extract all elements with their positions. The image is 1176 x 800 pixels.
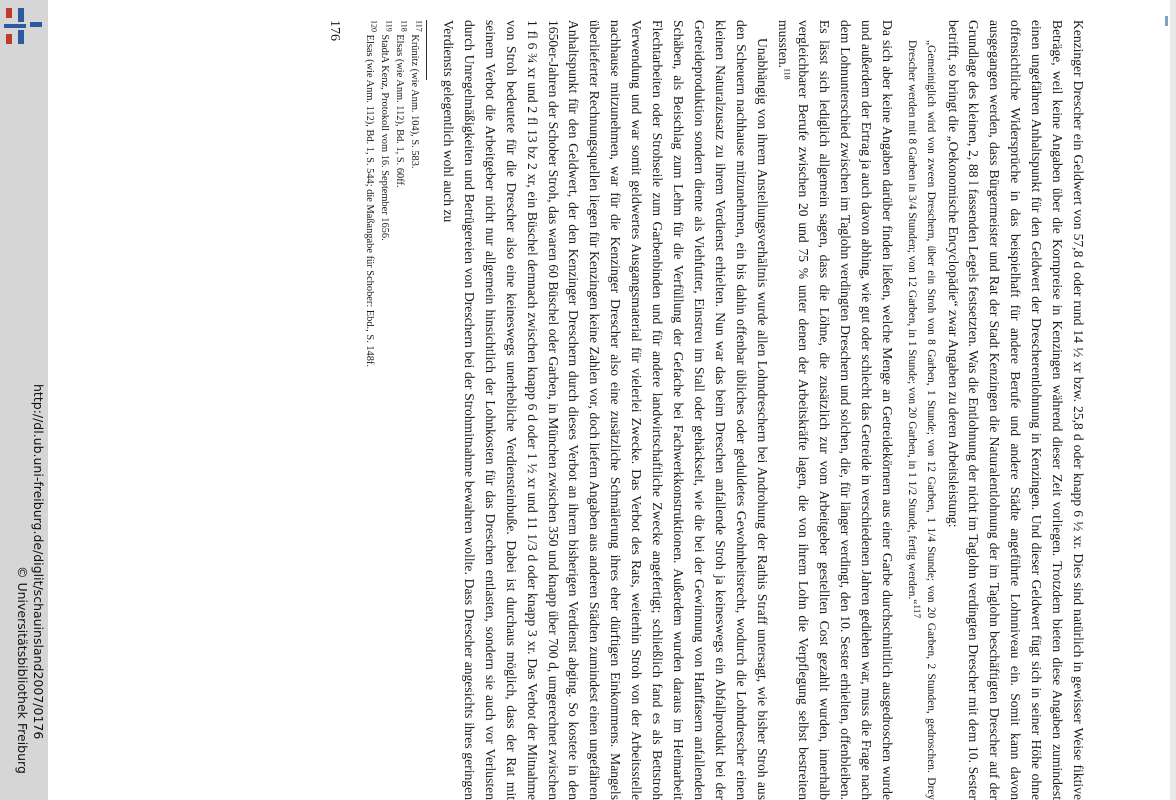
footnote-119 [377,20,392,800]
body-paragraph-2 [772,20,897,800]
right-edge-strip [1170,0,1176,800]
footnote-ref-118: 118 [782,67,792,80]
sidebar [0,0,48,800]
body-paragraph-3: Unabhängig von ihrem Anstellungsverhältnis wurde allen Lohndreschern bei Androhung der Rathis Straff untersagt, wie bisher Stroh aus den Scheuern nachhause mitzunehmen, ein bis dahin offenbar übliches oder geduldetes Gewohnheitsrecht, wodurch die Lohndrescher einen kleinen Naturalzusatz zu ihrem Verdienst erhielten. Nun war das beim Dreschen anfallende Stroh ja keineswegs ein Abfallprodukt bei der Getreideproduktion sondern diente als Viehfutter, Einstreu im Stall oder gehäckselt, wie die bei der Gewinnung von Hanffasern anfallenden Schäben, als Beischlag zum Lehm für die Verfüllung der Gefache bei Fachwerkkonstruktionen. Außerdem wurden daraus im Heimarbeit Flechtarbeiten oder Strohseile zum Garbenbinden und für andere landwirtschaftliche Zwecke angefertigt; schließlich fand es als Bettstroh Verwendung und war somit geldwertes Ausgangsmaterial für vielerlei Zwecke. Das Verbot des Rats, weiterhin Stroh von der Arbeitsstelle nachhause mitzunehmen, war für die Kenzinger Drescher also eine zusätzliche Schmälerung ihres eher dürftigen Einkommens. Mangels überlieferter Rechnungsquellen liegen für Kenzingen keine Zahlen vor, doch liefern Angaben aus anderen Städten zumindest einen ungefähren Anhaltspunkt für den Geldwert, der den Kenzinger Dreschern durch dieses Verbot an ihrem bisherigen Verdienst abging. So kostete in den 1650er-Jahren der Schober Stroh, das waren 60 Büschel oder Garben, in München zwischen 350 und knapp über 700 d, umgerechnet zwischen 1 fl 6 ¾ xr und 2 fl 13 bz 2 xr, ein Büschel demnach zwischen knapp 6 d oder 1 ½ xr und 11 1/3 d oder knapp 3 xr. Das Verbot der Mitnahme von Stroh bedeutete für die Drescher also eine keineswegs unerhebliche Verdiensteinbuße. Dabei ist durchaus möglich, dass der Rat mit seinem Verbot die Arbeitgeber nicht nur allgemein hinsichtlich der Lohnkosten für das Dreschen entlasten, sondern sie auch vor Verlusten durch Unregelmäßigkeiten und Betrügereien von Dreschern bei der Strohmitnahme bewahren wollte. Dass Drescher angesichts ihres geringen Verdiensts gelegentlich wohl auch zu [441,20,770,800]
footnote-118 [392,20,407,800]
footnotes [362,20,422,800]
copyright-notice: © Universitätsbibliothek Freiburg [15,566,30,774]
paragraph-2-text: Da sich aber keine Angaben darüber finden ließen, welche Menge an Getreidekörnern aus einer Garbe durchschnittlich ausgedroschen wurde und außerdem der Ertrag ja auch davon abhing, wie gut oder schlecht das Getreide in verschiedenen Jahren gediehen war, muss die Frage nach dem Lohnunterschied zwischen im Taglohn verdingten Dreschern und solchen, die, für länger verdingt, den 10. Sester erhielten, offenbleiben. Es lässt sich lediglich allgemein sagen, dass die Löhne, die zusätzlich zur vom Arbeitgeber gestellten Cost gezahlt wurden, innerhalb vergleichbarer Berufe zwischen 20 und 75 % unter denen der Arbeitskräfte lagen, die von ihrem Lohn die Verpflegung selbst bestreiten mussten. [775,20,896,800]
footnote-number: 118 [399,20,409,32]
page-number: 176 [327,20,343,41]
footnote-text: Elsas (wie Anm. 112), Bd. 1, S. 60ff. [394,34,406,188]
footnote-number: 119 [384,20,394,32]
document-url[interactable]: http://dl.ub.uni-freiburg.de/diglit/schauinsland2007/0176 [31,384,46,740]
footnote-text: Elsas (wie Anm. 112), Bd. 1, S. 544; die Maßangabe für Schober: Ebd., S. 148f. [364,34,376,367]
footnote-number: 120 [369,20,379,32]
footnote-divider [426,20,427,80]
footnote-text: Krünitz (wie Anm. 104), S. 583. [409,34,421,169]
rotated-page-content [78,20,1088,800]
quote-text: „Gemeiniglich wird von zween Dreschern, über ein Stroh von 8 Garben, 1 Stunde; von 12 Garben, 1 1/4 Stunde; von 20 Garben, 2 Stunden, gedroschen. Drey Drescher werden mit 8 Garben in 3/4 Stunden; von 12 Garben, in 1 Stunde; von 20 Garben, in 1 1/2 Stunde, fertig werden.“ [906,40,937,800]
text-column [326,20,1088,800]
footnote-ref-117: 117 [911,604,922,619]
footnote-117 [407,20,422,800]
footnote-number: 117 [414,20,424,32]
body-paragraph-1: Kenzinger Drescher ein Geldwert von 57,8 d oder rund 14 ½ xr bzw. 25,8 d oder knapp 6 ½ xr. Dies sind natürlich in gewisser Weise fiktive Beträge, weil keine Angaben über die Kornpreise in Kenzingen während dieser Zeit vorliegen. Trotzdem bieten diese Angaben zumindest einen ungefähren Anhaltspunkt für den Geldwert der Drescherentlohnung in Kenzingen. Und dieser Geldwert fügt sich in seiner Höhe ohne offensichtliche Widersprüche in das beispielhaft für andere Berufe und andere Städte angeführte Lohnniveau ein. Somit kann davon ausgegangen werden, dass Bürgermeister und Rat der Stadt Kenzingen die Naturalentlohnung der im Taglohn beschäftigten Drescher auf der Grundlage des kleinen, 2, 88 l fassenden Legels festsetzten. Was die Entlohnung der nicht im Taglohn verdingten Drescher mit dem 10. Sester betrifft, so bringt die „Oekonomische Encyclopädie“ zwar Angaben zu deren Arbeitsleistung: [945,20,1086,800]
block-quote [905,40,938,800]
scanned-page [78,0,1176,800]
footnote-text: StadtA Kenz, Protokoll vom 16. September 1656. [379,34,391,241]
footnote-120 [362,20,377,800]
scan-marker [1165,16,1168,26]
